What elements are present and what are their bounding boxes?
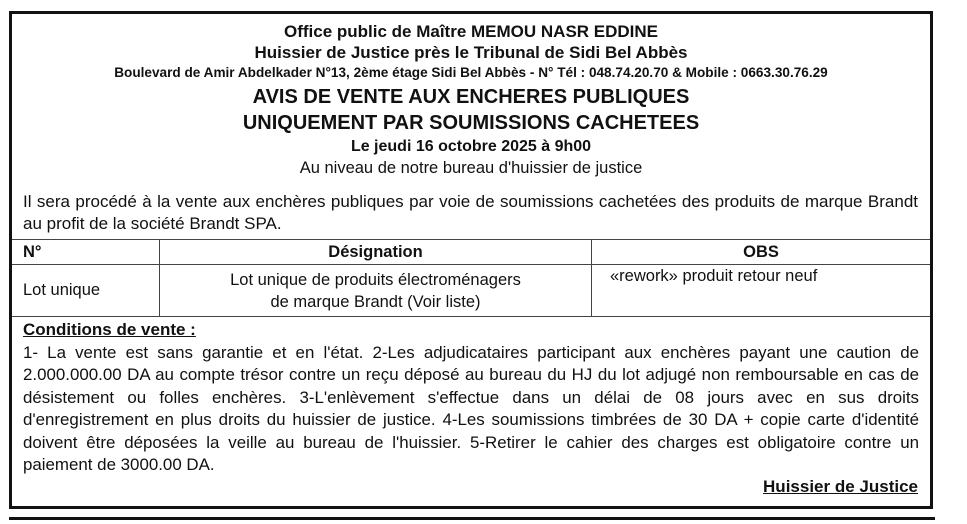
lot-obs-cell: «rework» produit retour neuf [592,265,931,317]
intro-paragraph: Il sera procédé à la vente aux enchères publiques par voie de soumissions cachetées des produits de marque Brandt au profit de la société Brandt SPA. [23,192,918,233]
office-address: Boulevard de Amir Abdelkader N°13, 2ème étage Sidi Bel Abbès - N° Tél : 048.74.20.70 & Mobile : 0663.30.76.29 [114,65,828,80]
sale-date: Le jeudi 16 octobre 2025 à 9h00 [350,138,592,155]
notice-title-line-1: AVIS DE VENTE AUX ENCHERES PUBLIQUES [252,86,690,108]
column-header-obs: OBS [592,240,931,265]
column-header-number: N° [12,240,160,265]
table-row [12,265,930,317]
signature: Huissier de Justice [763,477,918,496]
notice-frame [9,11,933,509]
bailiff-role: Huissier de Justice près le Tribunal de Sidi Bel Abbès [254,43,688,62]
lot-designation-cell [160,265,592,317]
lots-table [12,239,930,317]
lot-number-cell: Lot unique [12,265,160,317]
sale-place: Au niveau de notre bureau d'huissier de justice [299,159,643,177]
designation-line-1: Lot unique de produits électroménagers [230,270,521,289]
notice-title-line-2: UNIQUEMENT PAR SOUMISSIONS CACHETEES [242,112,700,134]
office-name: Office public de Maître MEMOU NASR EDDINE [283,22,659,41]
designation-line-2: de marque Brandt (Voir liste) [270,292,481,311]
notice-header [12,22,930,179]
conditions-title: Conditions de vente : [23,320,196,339]
table-header-row [12,240,930,265]
column-header-designation: Désignation [160,240,592,265]
bottom-divider [9,517,935,520]
conditions-text: 1- La vente est sans garantie et en l'état. 2-Les adjudicataires participant aux enchères payant une caution de 2.000.000.00 DA au compte trésor contre un reçu déposé au bureau du HJ du lot adjugé non remboursable en cas de désistement ou folles enchères. 3-L'enlèvement s'effectue dans un délai de 08 jours avec en sus droits d'enregistrement en plus droits du huissier de justice. 4-Les soumissions timbrées de 30 DA + copie carte d'identité doivent être déposées la veille au bureau de l'huissier. 5-Retirer le cahier des charges est obligatoire contre un paiement de 3000.00 DA. [23,343,919,475]
